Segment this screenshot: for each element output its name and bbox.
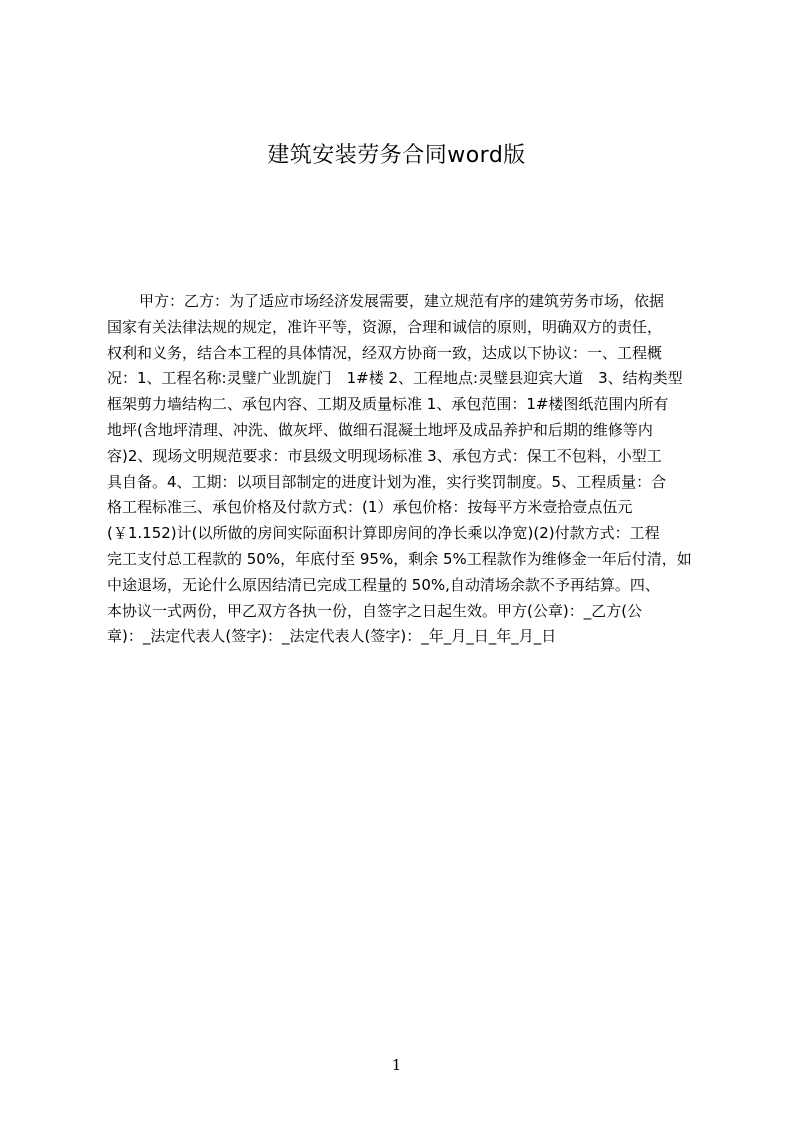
body-line: 甲方：乙方：为了适应市场经济发展需要，建立规范有序的建筑劳务市场，依据 xyxy=(139,292,665,310)
body-line: 况：1、工程名称:灵璧广业凯旋门 1#楼 2、工程地点:灵璧县迎宾大道 3、结构类型 xyxy=(107,369,683,388)
body-line: 章)：_法定代表人(签字)：_法定代表人(签字)：_年_月_日_年_月_日 xyxy=(107,627,557,646)
body-line: 本协议一式两份，甲乙双方各执一份，自签字之日起生效。甲方(公章)：_乙方(公 xyxy=(107,601,643,620)
body-line: 中途退场，无论什么原因结清已完成工程量的 50%,自动清场余款不予再结算。四、 xyxy=(107,575,660,594)
body-line: 具自备。4、工期：以项目部制定的进度计划为准，实行奖罚制度。5、工程质量：合 xyxy=(107,472,667,491)
body-line: 格工程标准三、承包价格及付款方式：(1）承包价格：按每平方米壹拾壹点伍元 xyxy=(107,498,633,517)
body-line: (￥1.152)计(以所做的房间实际面积计算即房间的净长乘以净宽)(2)付款方式：工程 xyxy=(107,524,660,543)
body-line: 权利和义务，结合本工程的具体情况，经双方协商一致，达成以下协议：一、工程概 xyxy=(107,343,663,362)
contract-body xyxy=(107,289,699,669)
body-line: 地坪(含地坪清理、冲洗、做灰坪、做细石混凝土地坪及成品养护和后期的维修等内 xyxy=(107,420,653,439)
body-line: 容)2、现场文明规范要求：市县级文明现场标准 3、承包方式：保工不包料，小型工 xyxy=(107,446,662,465)
body-line: 完工支付总工程款的 50%，年底付至 95%，剩余 5%工程款作为维修金一年后付清，如 xyxy=(107,549,692,568)
document-title: 建筑安装劳务合同word版 xyxy=(267,143,526,168)
body-line: 国家有关法律法规的规定，准许平等，资源，合理和诚信的原则，明确双方的责任， xyxy=(107,317,663,336)
page-number: 1 xyxy=(391,1056,402,1074)
body-line: 框架剪力墙结构二、承包内容、工期及质量标准 1、承包范围：1#楼图纸范围内所有 xyxy=(107,395,669,414)
